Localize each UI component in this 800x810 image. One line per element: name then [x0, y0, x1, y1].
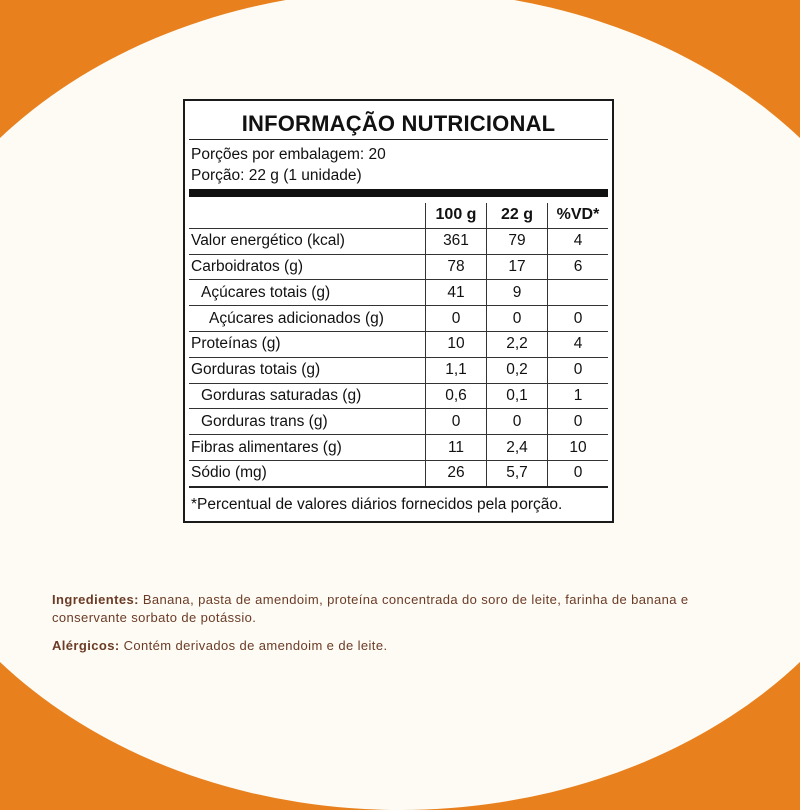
value-per-100g: 0	[426, 306, 487, 332]
value-per-100g: 78	[426, 254, 487, 280]
ingredients-label: Ingredientes:	[52, 592, 139, 607]
allergens-text: Contém derivados de amendoim e de leite.	[123, 638, 388, 653]
allergens-paragraph	[52, 637, 752, 655]
nutrient-name: Gorduras totais (g)	[189, 357, 426, 383]
allergens-label: Alérgicos:	[52, 638, 120, 653]
col-header-vd: %VD*	[548, 203, 609, 228]
value-per-100g: 41	[426, 280, 487, 306]
table-row	[189, 460, 608, 486]
table-row	[189, 409, 608, 435]
value-daily-percent: 4	[548, 331, 609, 357]
value-per-serving: 0,1	[487, 383, 548, 409]
table-row	[189, 306, 608, 332]
nutrition-facts-table	[183, 99, 614, 523]
header-blank	[189, 203, 426, 228]
header-row	[189, 203, 608, 228]
nutrient-rows	[189, 228, 608, 486]
table-row	[189, 254, 608, 280]
value-per-serving: 0,2	[487, 357, 548, 383]
value-per-100g: 361	[426, 228, 487, 254]
value-per-100g: 1,1	[426, 357, 487, 383]
value-per-serving: 79	[487, 228, 548, 254]
table-row	[189, 280, 608, 306]
servings-per-package: Porções por embalagem: 20	[191, 146, 386, 163]
table-row	[189, 331, 608, 357]
value-per-serving: 0	[487, 409, 548, 435]
nutrient-name: Açúcares adicionados (g)	[189, 306, 426, 332]
divider	[189, 139, 608, 140]
value-daily-percent: 1	[548, 383, 609, 409]
nutrient-name: Gorduras trans (g)	[189, 409, 426, 435]
nutrient-name: Açúcares totais (g)	[189, 280, 426, 306]
value-per-serving: 2,4	[487, 435, 548, 461]
nutrient-grid	[189, 203, 608, 488]
table-row	[189, 357, 608, 383]
nutrient-name: Valor energético (kcal)	[189, 228, 426, 254]
value-per-100g: 0,6	[426, 383, 487, 409]
value-per-serving: 9	[487, 280, 548, 306]
nutrient-name: Gorduras saturadas (g)	[189, 383, 426, 409]
value-per-serving: 0	[487, 306, 548, 332]
value-daily-percent: 0	[548, 460, 609, 486]
value-per-serving: 17	[487, 254, 548, 280]
ingredients-text: Banana, pasta de amendoim, proteína concentrada do soro de leite, farinha de banana e conservante sorbato de potássio.	[52, 592, 689, 625]
serving-size: Porção: 22 g (1 unidade)	[191, 167, 362, 184]
value-per-100g: 26	[426, 460, 487, 486]
ingredients-paragraph	[52, 591, 752, 627]
value-per-100g: 0	[426, 409, 487, 435]
nutrient-name: Fibras alimentares (g)	[189, 435, 426, 461]
nutrition-title: INFORMAÇÃO NUTRICIONAL	[241, 111, 556, 136]
thick-divider	[189, 189, 608, 197]
value-per-serving: 2,2	[487, 331, 548, 357]
value-daily-percent: 10	[548, 435, 609, 461]
footnote: *Percentual de valores diários fornecidos pela porção.	[191, 496, 563, 513]
table-row	[189, 383, 608, 409]
value-per-serving: 5,7	[487, 460, 548, 486]
value-daily-percent: 0	[548, 409, 609, 435]
value-per-100g: 10	[426, 331, 487, 357]
value-daily-percent	[548, 280, 609, 306]
table-row	[189, 435, 608, 461]
col-header-100g: 100 g	[426, 203, 487, 228]
value-daily-percent: 0	[548, 306, 609, 332]
nutrient-name: Proteínas (g)	[189, 331, 426, 357]
nutrient-name: Carboidratos (g)	[189, 254, 426, 280]
value-daily-percent: 0	[548, 357, 609, 383]
table-row	[189, 228, 608, 254]
nutrient-name: Sódio (mg)	[189, 460, 426, 486]
value-per-100g: 11	[426, 435, 487, 461]
value-daily-percent: 4	[548, 228, 609, 254]
value-daily-percent: 6	[548, 254, 609, 280]
col-header-serving: 22 g	[487, 203, 548, 228]
